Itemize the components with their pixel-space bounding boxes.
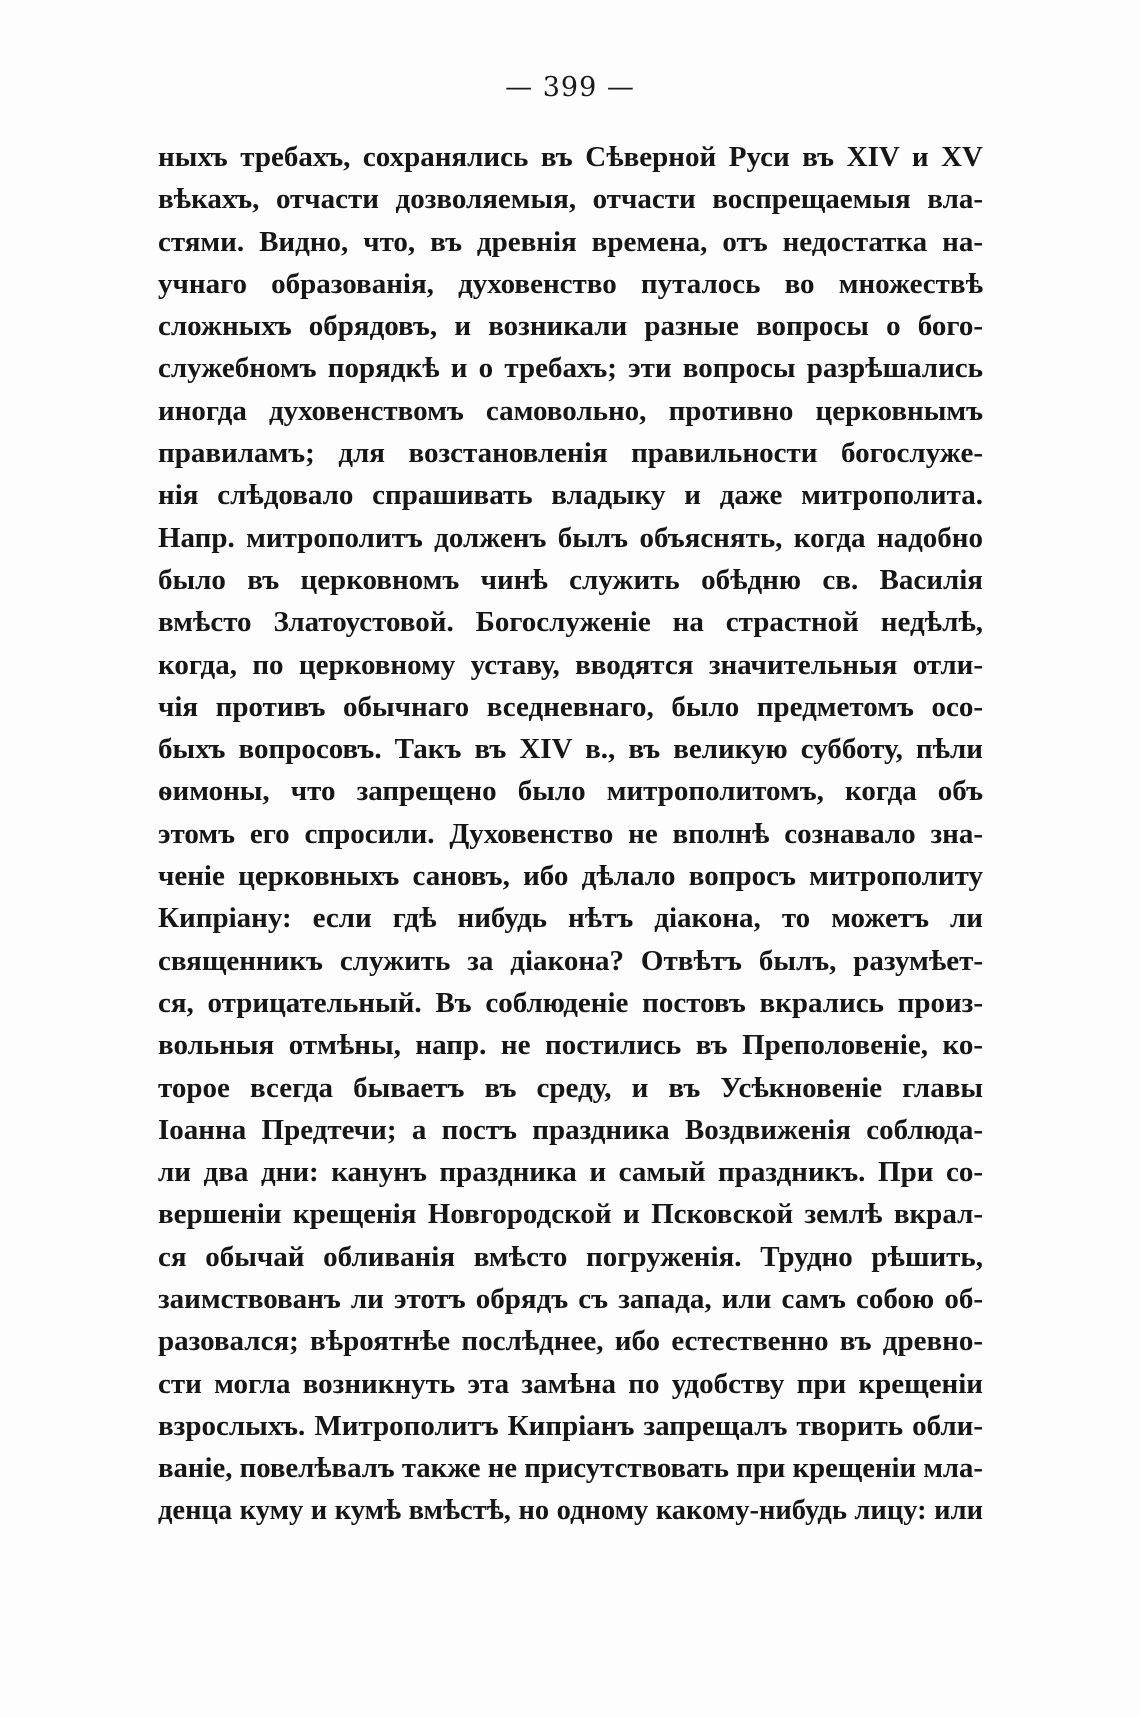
text-line: Напр. митрополитъ долженъ былъ объяснять, когда надобно (158, 521, 983, 554)
text-line: Іоанна Предтечи; а постъ праздника Воздвиженія соблюда- (158, 1113, 983, 1146)
text-line: заимствованъ ли этотъ обрядъ съ запада, или самъ собою об- (158, 1283, 983, 1316)
text-line: разовался; вѣроятнѣе послѣднее, ибо естественно въ древно- (158, 1325, 983, 1358)
text-line: служебномъ порядкѣ и о требахъ; эти вопросы разрѣшались (158, 352, 983, 385)
text-line: ся, отрицательный. Въ соблюденіе постовъ вкрались произ- (158, 986, 983, 1019)
text-line: священникъ служить за діакона? Отвѣтъ былъ, разумѣет- (158, 944, 983, 977)
text-line: сложныхъ обрядовъ, и возникали разные вопросы о бого- (158, 310, 983, 343)
text-line: вмѣсто Златоустовой. Богослуженіе на страстной недѣлѣ, (158, 606, 983, 639)
text-line: иногда духовенствомъ самовольно, противно церковнымъ (158, 394, 983, 427)
text-line: когда, по церковному уставу, вводятся значительныя отли- (158, 648, 983, 681)
text-line: вершеніи крещенія Новгородской и Псковской землѣ вкрал- (158, 1198, 983, 1231)
text-line: вѣкахъ, отчасти дозволяемыя, отчасти воспрещаемыя вла- (158, 183, 983, 216)
text-line: денца куму и кумѣ вмѣстѣ, но одному какому-нибудь лицу: или (158, 1494, 983, 1526)
text-line: чія противъ обычнаго вседневнаго, было предметомъ осо- (158, 690, 983, 723)
text-line: сти могла возникнуть эта замѣна по удобству при крещеніи (158, 1367, 983, 1400)
text-line: торое всегда бываетъ въ среду, и въ Усѣкновеніе главы (158, 1071, 983, 1104)
text-line: нія слѣдовало спрашивать владыку и даже митрополита. (158, 479, 983, 512)
text-line: учнаго образованія, духовенство путалось во множествѣ (158, 267, 983, 300)
text-line: ныхъ требахъ, сохранялись въ Сѣверной Руси въ XIV и XV (158, 141, 983, 173)
text-line: ѳимоны, что запрещено было митрополитомъ, когда объ (158, 775, 983, 808)
text-line: взрослыхъ. Митрополитъ Кипріанъ запрещалъ творить обли- (158, 1409, 983, 1442)
text-line: было въ церковномъ чинѣ служить обѣдню св. Василія (158, 563, 983, 596)
body-text (158, 136, 983, 1532)
text-line: ся обычай обливанія вмѣсто погруженія. Трудно рѣшить, (158, 1240, 983, 1273)
text-line: вольныя отмѣны, напр. не постились въ Преполовеніе, ко- (158, 1029, 983, 1062)
text-line: правиламъ; для возстановленія правильности богослуже- (158, 437, 983, 470)
text-line: быхъ вопросовъ. Такъ въ XIV в., въ великую субботу, пѣли (158, 733, 983, 766)
text-line: ваніе, повелѣвалъ также не присутствовать при крещеніи мла- (158, 1452, 983, 1485)
text-line: стями. Видно, что, въ древнія времена, отъ недостатка на- (158, 225, 983, 258)
text-line: Кипріану: если гдѣ нибудь нѣтъ діакона, то можетъ ли (158, 902, 983, 935)
text-line: ченіе церковныхъ сановъ, ибо дѣлало вопросъ митрополиту (158, 860, 983, 893)
page-number: — 399 — (505, 72, 635, 103)
text-line: ли два дни: канунъ праздника и самый праздникъ. При со- (158, 1156, 983, 1189)
text-line: этомъ его спросили. Духовенство не вполнѣ сознавало зна- (158, 817, 983, 850)
